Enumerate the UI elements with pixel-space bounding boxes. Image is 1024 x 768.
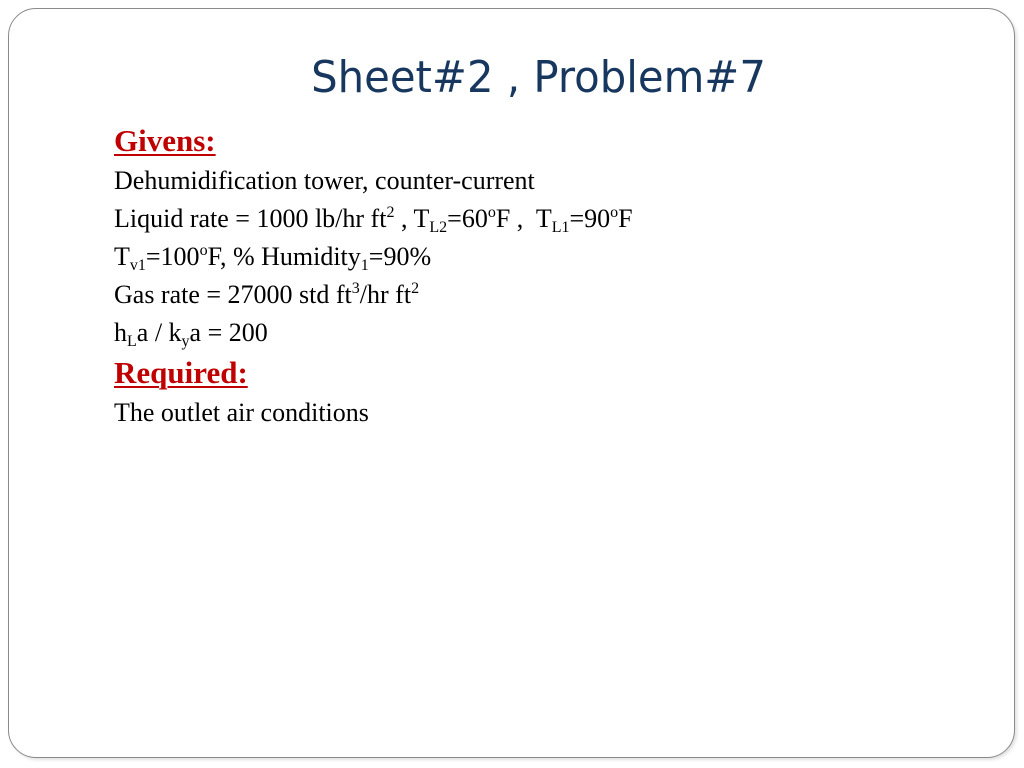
slide-body [114,120,914,432]
text-run: =60 [447,204,488,233]
subscript: L2 [429,219,448,236]
superscript: o [610,204,619,221]
givens-heading: Givens: [114,123,216,158]
subscript: y [181,333,190,350]
superscript: o [199,242,208,259]
superscript: o [487,204,496,221]
text-run: a = 200 [189,318,268,347]
text-run: =90 [569,204,611,233]
text-run: h [114,318,127,347]
required-heading: Required: [114,355,248,390]
text-run: Gas rate = 27000 std ft [114,280,352,309]
text-run: a / k [136,318,182,347]
required-line-outlet: The outlet air conditions [114,398,369,427]
text-run: T [114,242,130,271]
text-run: /hr ft [359,280,412,309]
text-run: =90% [368,242,432,271]
givens-line-tower: Dehumidification tower, counter-current [114,166,535,195]
superscript: 3 [351,280,360,297]
givens-line-vapor-temp [114,238,914,276]
subscript: v1 [129,257,146,274]
givens-line-coefficient-ratio [114,314,914,352]
givens-line-liquid-rate [114,200,914,238]
superscript: 2 [386,204,395,221]
text-run: F , T [495,204,552,233]
subscript: 1 [360,257,369,274]
givens-line-gas-rate [114,276,914,314]
text-run: F [618,204,633,233]
text-run: =100 [145,242,200,271]
text-run: Liquid rate = 1000 lb/hr ft [114,204,387,233]
superscript: 2 [411,280,420,297]
text-run: , T [394,204,430,233]
slide-title: Sheet#2 , Problem#7 [311,52,766,103]
subscript: L [127,333,137,350]
text-run: F, % Humidity [207,242,361,271]
subscript: L1 [551,219,570,236]
